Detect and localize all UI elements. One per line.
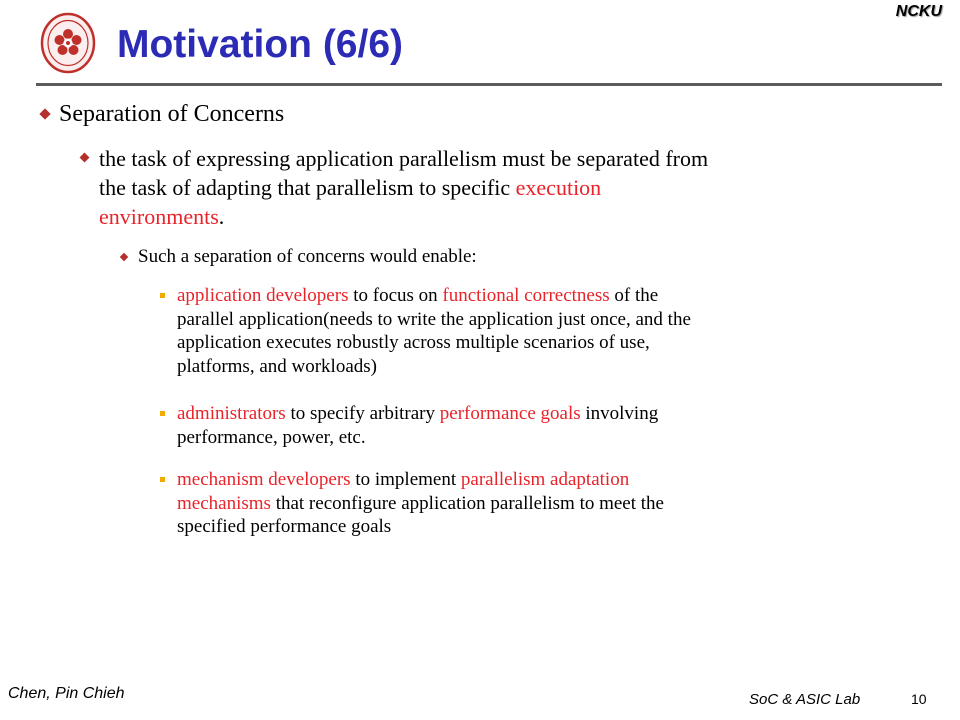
- highlight-text: administrators: [177, 403, 286, 424]
- list-item-line: mechanisms that reconfigure application parallelism to meet the: [177, 492, 664, 514]
- university-seal-icon: [40, 12, 96, 74]
- square-bullet-icon: [160, 411, 165, 416]
- title-divider: [36, 83, 942, 86]
- bullet-text: environments.: [99, 204, 225, 229]
- org-label: NCKU: [895, 3, 942, 20]
- highlight-text: functional correctness: [442, 285, 610, 306]
- bullet-heading: Separation of Concerns: [59, 101, 285, 127]
- square-bullet-icon: [160, 293, 165, 298]
- highlight-text: environments: [99, 204, 219, 229]
- bullet-text: the task of adapting that parallelism to specific execution: [99, 175, 602, 200]
- highlight-text: parallelism adaptation: [460, 469, 630, 490]
- author-name: Chen, Pin Chieh: [8, 685, 125, 702]
- lab-name: SoC & ASIC Lab: [749, 691, 861, 708]
- highlight-text: execution: [515, 175, 602, 200]
- list-item-line: application executes robustly across multiple scenarios of use,: [177, 332, 650, 353]
- list-item-line: platforms, and workloads): [177, 355, 377, 377]
- list-item-line: parallel application(needs to write the application just once, and the: [177, 308, 691, 330]
- page-number: 10: [911, 691, 927, 707]
- list-item-line: performance, power, etc.: [177, 426, 366, 448]
- highlight-text: application developers: [177, 285, 349, 306]
- square-bullet-icon: [160, 477, 165, 482]
- highlight-text: performance goals: [439, 403, 581, 424]
- diamond-bullet-icon: [120, 253, 128, 261]
- highlight-text: mechanisms: [177, 492, 271, 514]
- list-item-line: application developers to focus on functional correctness of the: [177, 285, 659, 306]
- slide-title: Motivation (6/6): [117, 23, 404, 66]
- list-item-line: specified performance goals: [177, 516, 392, 537]
- bullet-text: Such a separation of concerns would enable:: [138, 246, 477, 267]
- list-item-line: administrators to specify arbitrary performance goals involving: [177, 403, 659, 424]
- list-item-line: mechanism developers to implement parallelism adaptation: [177, 469, 630, 490]
- bullet-text: the task of expressing application parallelism must be separated from: [99, 146, 709, 171]
- diamond-bullet-icon: [39, 108, 50, 119]
- diamond-bullet-icon: [80, 153, 90, 163]
- highlight-text: mechanism developers: [177, 469, 351, 490]
